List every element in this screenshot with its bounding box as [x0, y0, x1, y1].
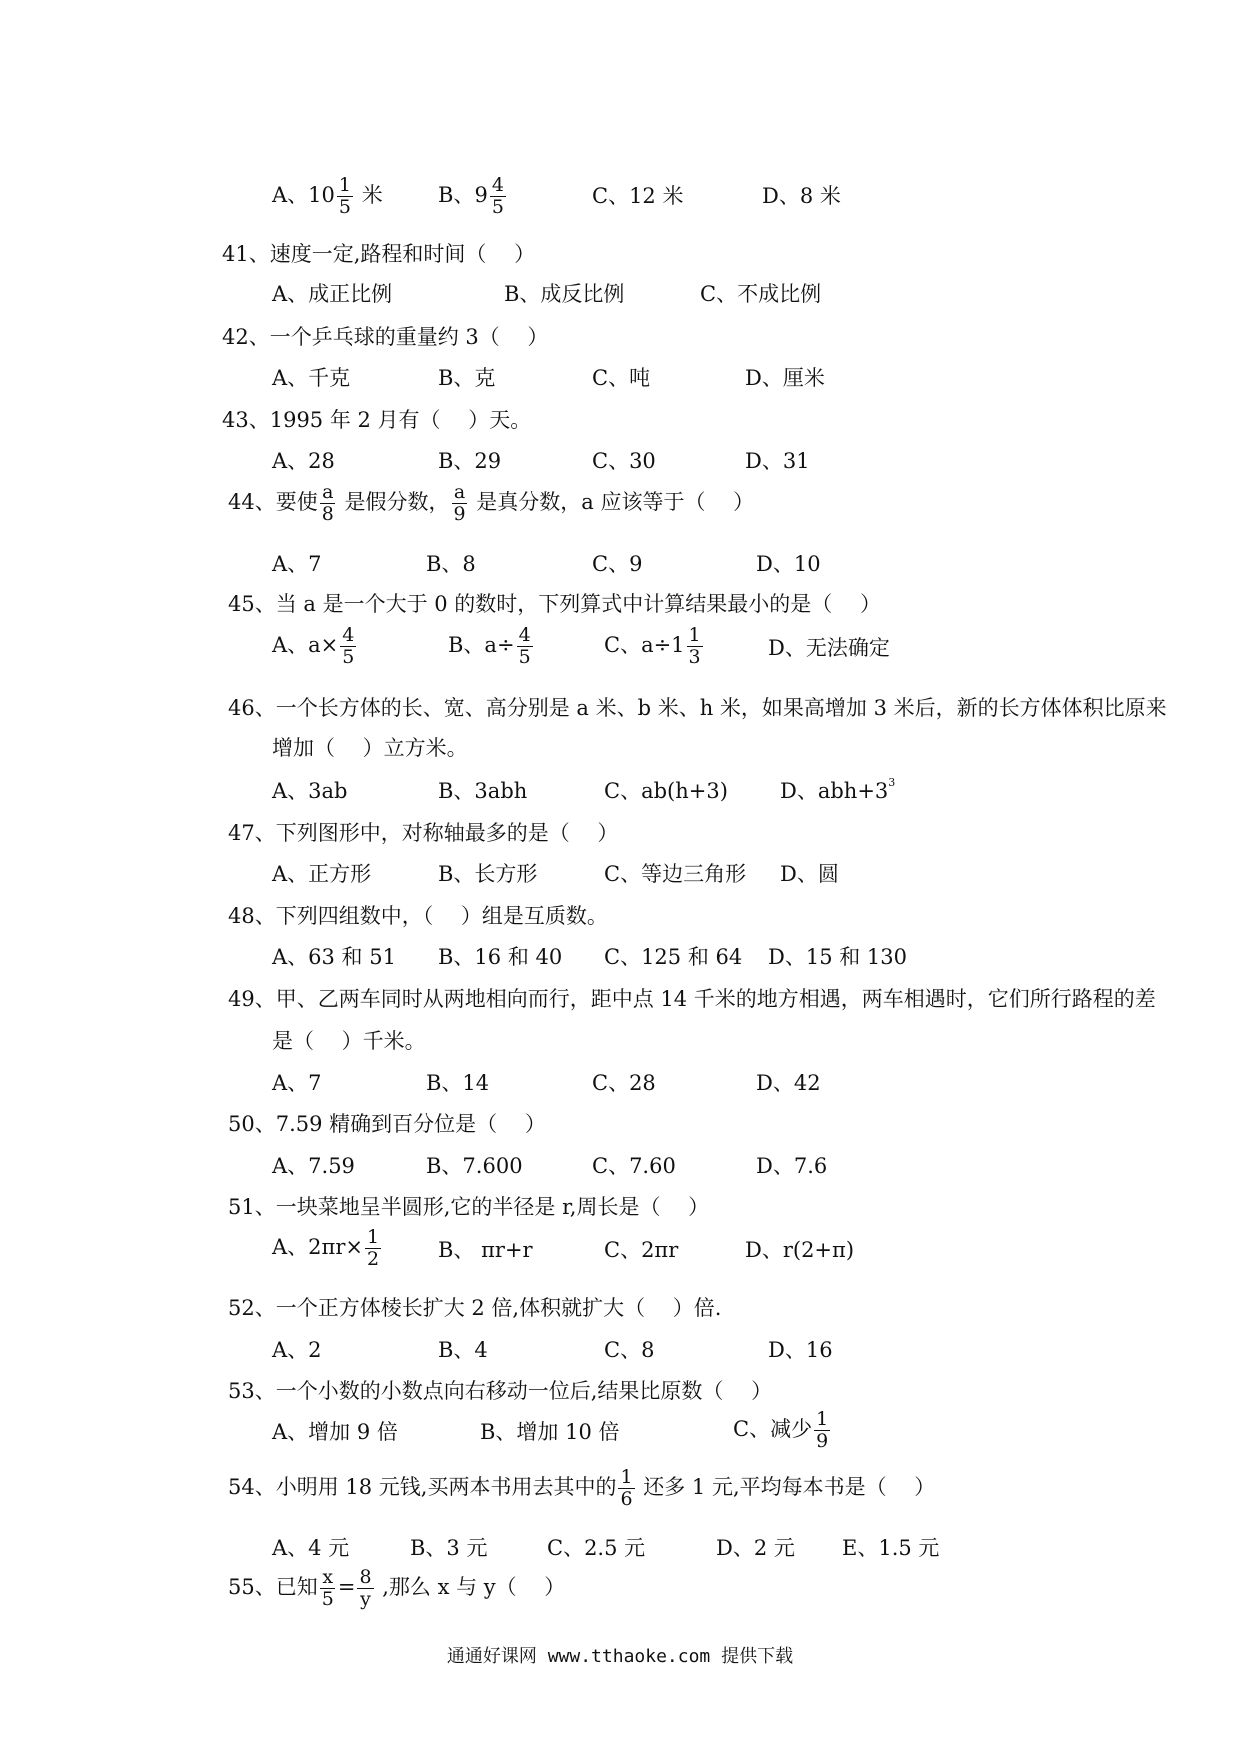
- q46-option-c: C、ab(h+3): [604, 779, 728, 803]
- q47-option-d: D、圆: [780, 862, 839, 886]
- q42-option-d: D、厘米: [745, 366, 825, 390]
- q54-option-c: C、2.5 元: [547, 1536, 646, 1560]
- q44-option-c: C、9: [592, 552, 643, 576]
- q42-option-a: A、千克: [272, 366, 351, 390]
- q41-option-b: B、成反比例: [504, 282, 625, 306]
- q53-option-a: A、增加 9 倍: [272, 1420, 398, 1444]
- q52-stem: 52、一个正方体棱长扩大 2 倍,体积就扩大（ ）倍.: [228, 1296, 722, 1320]
- q46-option-b: B、3abh: [438, 779, 528, 803]
- q49-stem-line2: 是（ ）千米。: [272, 1029, 426, 1053]
- fraction: $\frac{a}{9}$: [453, 481, 466, 525]
- q43-option-d: D、31: [745, 449, 810, 473]
- q44-stem: 44、要使 $\frac{a}{8}$ 是假分数， $\frac{a}{9}$ 是真分数，a 应该等于（ ）: [228, 481, 755, 525]
- q43-option-a: A、28: [272, 449, 335, 473]
- q54-option-a: A、4 元: [272, 1536, 350, 1560]
- q40-option-d: D、8 米: [762, 184, 841, 208]
- q42-option-c: C、吨: [592, 366, 651, 390]
- fraction: $\frac{1}{3}$: [688, 624, 701, 668]
- q54-option-b: B、3 元: [410, 1536, 488, 1560]
- q49-option-a: A、7: [272, 1071, 322, 1095]
- q50-option-c: C、7.60: [592, 1154, 676, 1178]
- q49-option-d: D、42: [756, 1071, 821, 1095]
- q50-option-d: D、7.6: [756, 1154, 828, 1178]
- fraction: $\frac{1}{6}$: [620, 1466, 633, 1510]
- q54-stem: 54、小明用 18 元钱,买两本书用去其中的 $\frac{1}{6}$ 还多 1 元,平均每本书是（ ）: [228, 1466, 936, 1510]
- q49-option-b: B、14: [426, 1071, 490, 1095]
- q52-option-a: A、2: [272, 1338, 322, 1362]
- q53-stem: 53、一个小数的小数点向右移动一位后,结果比原数（ ）: [228, 1379, 773, 1403]
- q40-option-a: A、10 $\frac{1}{5}$ 米: [272, 174, 383, 218]
- q51-option-d: D、r(2+π): [745, 1238, 855, 1262]
- q50-option-a: A、7.59: [272, 1154, 355, 1178]
- fraction: $\frac{4}{5}$: [342, 624, 355, 668]
- q45-option-c: C、a÷1 $\frac{1}{3}$: [604, 624, 701, 668]
- q50-option-b: B、7.600: [426, 1154, 523, 1178]
- q41-option-c: C、不成比例: [700, 282, 822, 306]
- q51-stem: 51、一块菜地呈半圆形,它的半径是 r,周长是（ ）: [228, 1195, 710, 1219]
- q45-stem: 45、当 a 是一个大于 0 的数时，下列算式中计算结果最小的是（ ）: [228, 592, 881, 616]
- q52-option-c: C、8: [604, 1338, 655, 1362]
- fraction: $\frac{1}{5}$: [338, 174, 351, 218]
- q44-option-a: A、7: [272, 552, 322, 576]
- q52-option-b: B、4: [438, 1338, 488, 1362]
- q46-option-d: D、$abh+3^3$: [780, 776, 896, 803]
- q41-stem: 41、速度一定,路程和时间（ ）: [222, 242, 536, 266]
- q43-option-c: C、30: [592, 449, 656, 473]
- q53-option-c: C、减少 $\frac{1}{9}$: [733, 1408, 829, 1452]
- q40-option-c: C、12 米: [592, 184, 684, 208]
- fraction: $\frac{1}{2}$: [366, 1226, 380, 1270]
- q45-option-d: D、无法确定: [768, 636, 890, 660]
- fraction: $\frac{4}{5}$: [518, 624, 531, 668]
- q48-option-a: A、63 和 51: [272, 945, 396, 969]
- q52-option-d: D、16: [768, 1338, 833, 1362]
- fraction: $\frac{8}{y}$: [359, 1566, 372, 1610]
- q46-option-a: A、3ab: [272, 779, 348, 803]
- q55-stem: 55、已知 $\frac{x}{5}$ = $\frac{8}{y}$ ,那么 x 与 y（ ）: [228, 1566, 566, 1610]
- q44-option-b: B、8: [426, 552, 476, 576]
- q51-option-a: A、2πr× $\frac{1}{2}$: [272, 1226, 380, 1270]
- q48-option-b: B、16 和 40: [438, 945, 563, 969]
- fraction: $\frac{x}{5}$: [321, 1566, 334, 1610]
- q44-option-d: D、10: [756, 552, 821, 576]
- q46-stem-line2: 增加（ ）立方米。: [272, 736, 468, 760]
- q47-option-a: A、正方形: [272, 862, 372, 886]
- q46-stem-line1: 46、一个长方体的长、宽、高分别是 a 米、b 米、h 米，如果高增加 3 米后，新的长方体体积比原来: [228, 696, 1167, 720]
- q53-option-b: B、增加 10 倍: [480, 1420, 620, 1444]
- q54-option-d: D、2 元: [716, 1536, 795, 1560]
- q47-option-b: B、长方形: [438, 862, 538, 886]
- q50-stem: 50、7.59 精确到百分位是（ ）: [228, 1112, 546, 1136]
- q48-option-c: C、125 和 64: [604, 945, 743, 969]
- q54-option-e: E、1.5 元: [842, 1536, 940, 1560]
- footer-download-note: 通通好课网 www.tthaoke.com 提供下载: [446, 1646, 794, 1667]
- fraction: $\frac{1}{9}$: [816, 1408, 829, 1452]
- q48-stem: 48、下列四组数中，（ ）组是互质数。: [228, 904, 608, 928]
- q51-option-c: C、2πr: [604, 1238, 679, 1262]
- q42-option-b: B、克: [438, 366, 496, 390]
- fraction: $\frac{4}{5}$: [491, 174, 504, 218]
- q47-option-c: C、等边三角形: [604, 862, 747, 886]
- fraction: $\frac{a}{8}$: [321, 481, 334, 525]
- q49-option-c: C、28: [592, 1071, 656, 1095]
- q45-option-a: A、a× $\frac{4}{5}$: [272, 624, 355, 668]
- q43-stem: 43、1995 年 2 月有（ ）天。: [222, 408, 532, 432]
- q43-option-b: B、29: [438, 449, 502, 473]
- q41-option-a: A、成正比例: [272, 282, 393, 306]
- q49-stem-line1: 49、甲、乙两车同时从两地相向而行，距中点 14 千米的地方相遇，两车相遇时，它们所行路程的差: [228, 987, 1156, 1011]
- q51-option-b: B、 πr+r: [438, 1238, 533, 1262]
- q45-option-b: B、a÷ $\frac{4}{5}$: [448, 624, 531, 668]
- q40-option-b: B、9 $\frac{4}{5}$: [438, 174, 504, 218]
- q47-stem: 47、下列图形中，对称轴最多的是（ ）: [228, 821, 619, 845]
- q42-stem: 42、一个乒乓球的重量约 3（ ）: [222, 325, 549, 349]
- q48-option-d: D、15 和 130: [768, 945, 907, 969]
